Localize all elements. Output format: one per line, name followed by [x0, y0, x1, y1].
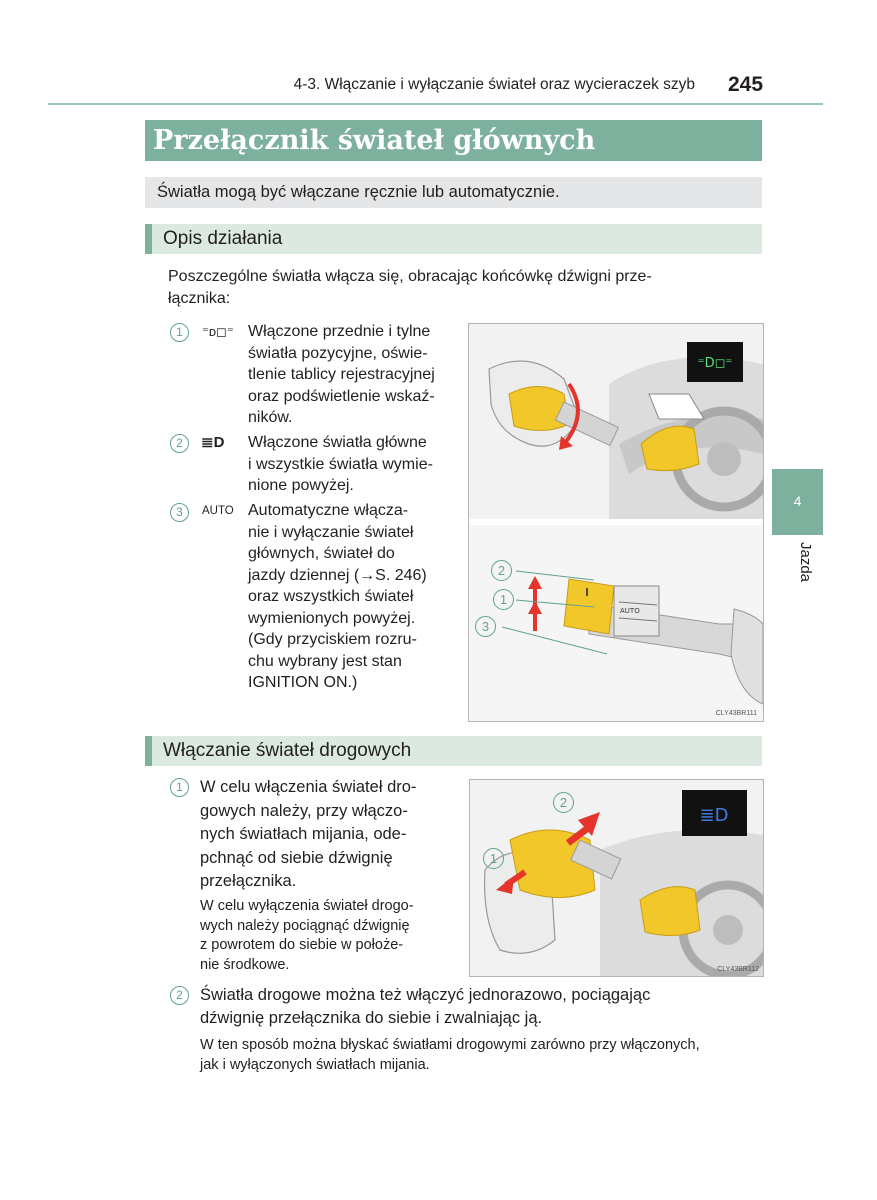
- figure-code: CLY43BR112: [717, 966, 759, 973]
- callout-number-1: 1: [170, 778, 189, 797]
- text-line: i wszystkie światła wymie-: [248, 455, 433, 473]
- high-beam-on-description: [200, 776, 454, 894]
- page-title: Przełącznik świateł głównych: [153, 125, 596, 156]
- text-line: W celu włączenia świateł dro-: [200, 778, 417, 796]
- text-line: chu wybrany jest stan: [248, 652, 402, 670]
- section-heading-bar: [145, 736, 152, 766]
- section1-intro-line2: łącznika:: [168, 290, 231, 307]
- text-line: ników.: [248, 409, 293, 426]
- callout-number-3: 3: [170, 503, 189, 522]
- figure-callout-2: 2: [491, 560, 512, 581]
- chapter-number: 4: [793, 493, 802, 509]
- section-heading-bar: [145, 224, 152, 254]
- auto-icon: AUTO: [202, 505, 234, 517]
- figure-callout-3: 3: [475, 616, 496, 637]
- figure-code: CLY43BR111: [715, 710, 757, 717]
- text-line: Światła drogowe można też włączyć jednorazowo, pociągając: [200, 986, 651, 1004]
- section-heading-operation: [145, 224, 762, 254]
- parking-lights-icon: ⁼ᴅ◻⁼: [202, 324, 234, 339]
- chapter-tab: [772, 469, 823, 535]
- text-line: nie środkowe.: [200, 956, 290, 973]
- text-line: Automatyczne włącza-: [248, 502, 409, 519]
- text-line: tlenie tablicy rejestracyjnej: [248, 366, 435, 383]
- section-heading-high-beams: [145, 736, 762, 766]
- high-beam-off-note: [200, 897, 454, 975]
- text-line: W celu wyłączenia świateł drogo-: [200, 898, 414, 914]
- figure-illustration: [469, 324, 763, 721]
- text-line: gowych należy, przy włączo-: [200, 801, 408, 820]
- callout-number-2: 2: [170, 434, 189, 453]
- svg-text:⁼D◻⁼: ⁼D◻⁼: [697, 356, 733, 371]
- text-line: nych światłach mijania, ode-: [200, 825, 407, 843]
- item1-description: [248, 321, 454, 429]
- text-line: Włączone przednie i tylne: [248, 323, 431, 340]
- text-line: nie i wyłączanie świateł: [248, 523, 414, 541]
- running-header: 4-3. Włączanie i wyłączanie świateł oraz wycieraczek szyb: [293, 76, 695, 93]
- text-line: przełącznika.: [200, 872, 297, 890]
- text-line: IGNITION ON.): [248, 674, 358, 691]
- callout-number-1: 1: [170, 323, 189, 342]
- item2-description: [248, 432, 454, 497]
- text-line: z powrotem do siebie w położe-: [200, 937, 404, 953]
- text-line: oraz wszystkich świateł: [248, 588, 414, 605]
- text-line: dźwignię przełącznika do siebie i zwalniając ją.: [200, 1009, 543, 1027]
- text-line: Włączone światła główne: [248, 434, 427, 451]
- figure-callout-1: 1: [493, 589, 514, 610]
- svg-text:AUTO: AUTO: [620, 607, 640, 615]
- section-heading-text: Opis działania: [163, 228, 283, 249]
- page-title-bar: [145, 120, 762, 161]
- text-line: jak i wyłączonych światłach mijania.: [200, 1056, 430, 1073]
- headlight-icon: ≣D: [201, 434, 225, 451]
- text-line: światła pozycyjne, oświe-: [248, 344, 428, 362]
- text-line: wych należy pociągnąć dźwignię: [200, 917, 410, 934]
- item3-description: [248, 500, 454, 694]
- chapter-label: Jazda: [797, 542, 814, 583]
- text-line: (Gdy przyciskiem rozru-: [248, 631, 417, 648]
- figure-callout-2: 2: [553, 792, 574, 813]
- figure-illustration: [470, 780, 763, 976]
- section1-intro-line1: Poszczególne światła włącza się, obracając końcówkę dźwigni prze-: [168, 268, 652, 285]
- page-number: 245: [728, 73, 764, 96]
- figure-high-beam-lever: [469, 779, 764, 977]
- flash-high-beam-description: [200, 984, 762, 1030]
- svg-text:≣D: ≣D: [699, 805, 729, 826]
- figure-callout-1: 1: [483, 848, 504, 869]
- text-line: głównych, świateł do: [248, 545, 395, 562]
- callout-number-2: 2: [170, 986, 189, 1005]
- text-line: W ten sposób można błyskać światłami drogowymi zarówno przy włączonych,: [200, 1037, 700, 1053]
- text-line: jazdy dziennej (→S. 246): [248, 566, 427, 584]
- flash-high-beam-note: [200, 1036, 762, 1075]
- text-line: oraz podświetlenie wskaź-: [248, 387, 435, 405]
- text-line: nione powyżej.: [248, 477, 354, 494]
- section-heading-text: Włączanie świateł drogowych: [163, 740, 412, 761]
- intro-box: [145, 177, 762, 208]
- figure-headlight-switch: [468, 323, 764, 722]
- intro-text: Światła mogą być włączane ręcznie lub automatycznie.: [157, 183, 560, 201]
- text-line: wymienionych powyżej.: [248, 609, 416, 627]
- text-line: pchnąć od siebie dźwignię: [200, 848, 393, 867]
- header-rule: [48, 103, 823, 105]
